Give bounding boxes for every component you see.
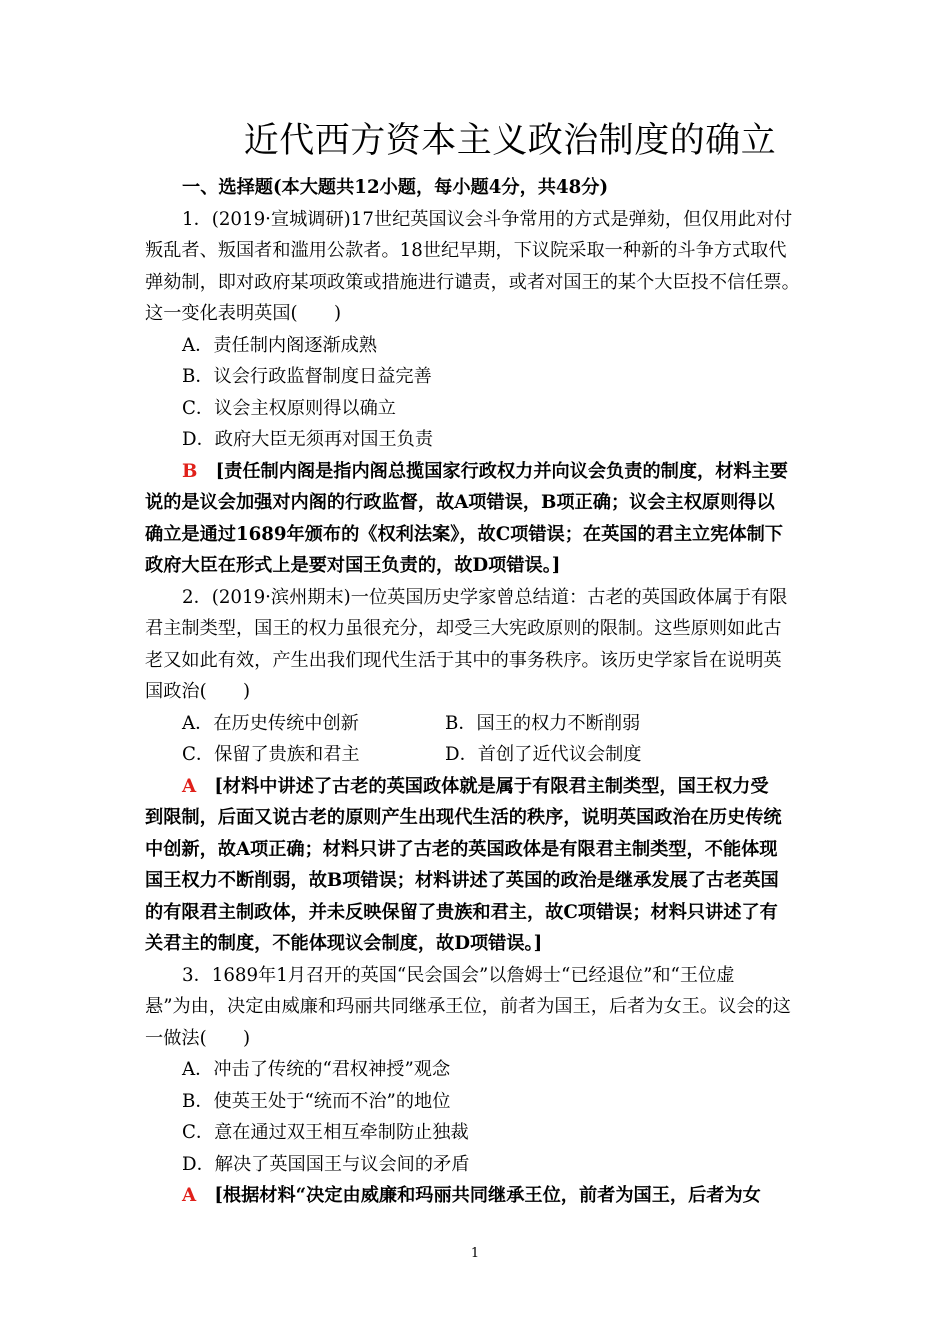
answer-key: B xyxy=(182,460,198,482)
question-text-line: 2．(2019·滨州期末)一位英国历史学家曾总结道：古老的英国政体属于有限 xyxy=(182,586,788,608)
option-a: A．在历史传统中创新 xyxy=(182,712,359,734)
explanation-line xyxy=(145,1180,820,1212)
option-d: D．解决了英国国王与议会间的矛盾 xyxy=(182,1153,470,1175)
question-text-line: 叛乱者、叛国者和滥用公款者。18世纪早期，下议院采取一种新的斗争方式取代 xyxy=(145,240,787,261)
question-text-line: 弹劾制，即对政府某项政策或措施进行谴责，或者对国王的某个大臣投不信任票。 xyxy=(145,271,800,293)
option-row xyxy=(145,708,820,740)
question-text-line: 悬”为由，决定由威廉和玛丽共同继承王位，前者为国王，后者为女王。议会的这 xyxy=(145,996,791,1017)
question-text-line: 老又如此有效，产生出我们现代生活于其中的事务秩序。该历史学家旨在说明英 xyxy=(145,649,782,671)
question-text-line: 君主制类型，国王的权力虽很充分，却受三大宪政原则的限制。这些原则如此古 xyxy=(145,618,782,639)
explanation-line: 中创新，故A项正确；材料只讲了古老的英国政体是有限君主制类型，不能体现 xyxy=(145,838,778,860)
option-a: A．冲击了传统的“君权神授”观念 xyxy=(182,1059,451,1080)
section-heading: 一、选择题(本大题共12小题，每小题4分，共48分) xyxy=(182,177,609,198)
explanation-text: [根据材料“决定由威廉和玛丽共同继承王位，前者为国王，后者为女 xyxy=(214,1185,761,1206)
option-d: D．政府大臣无须再对国王负责 xyxy=(182,429,434,450)
explanation-text: [材料中讲述了古老的英国政体就是属于有限君主制类型，国王权力受 xyxy=(214,775,769,797)
page-number: 1 xyxy=(470,1246,480,1261)
option-d: D．首创了近代议会制度 xyxy=(445,744,642,765)
explanation-line: 说的是议会加强对内阁的行政监督，故A项错误，B项正确；议会主权原则得以 xyxy=(145,492,775,513)
explanation-line: 到限制，后面又说古老的原则产生出现代生活的秩序，说明英国政治在历史传统 xyxy=(145,807,782,828)
option-b: B．国王的权力不断削弱 xyxy=(445,712,641,734)
question-text-line: 国政治( ) xyxy=(145,681,251,702)
explanation-line: 国王权力不断削弱，故B项错误；材料讲述了英国的政治是继承发展了古老英国 xyxy=(145,870,779,891)
document-body xyxy=(145,172,820,1212)
question-1 xyxy=(145,204,820,582)
answer-key: A xyxy=(182,1185,197,1206)
question-text-line: 一做法( ) xyxy=(145,1027,251,1049)
question-text-line: 这一变化表明英国( ) xyxy=(145,303,342,324)
explanation-line: 确立是通过1689年颁布的《权利法案》，故C项错误；在英国的君主立宪体制下 xyxy=(145,523,783,545)
option-row xyxy=(145,739,820,771)
question-3 xyxy=(145,960,820,1212)
explanation-line: 关君主的制度，不能体现议会制度，故D项错误。] xyxy=(145,933,543,954)
explanation-line: 的有限君主制政体，并未反映保留了贵族和君主，故C项错误；材料只讲述了有 xyxy=(145,901,778,923)
answer-key: A xyxy=(182,775,197,797)
option-b: B．使英王处于“统而不治”的地位 xyxy=(182,1090,451,1112)
explanation-line xyxy=(145,771,820,803)
explanation-line xyxy=(145,456,820,488)
explanation-line: 政府大臣在形式上是要对国王负责的，故D项错误。] xyxy=(145,555,561,576)
question-2 xyxy=(145,582,820,960)
option-c: C．议会主权原则得以确立 xyxy=(182,397,396,419)
option-b: B．议会行政监督制度日益完善 xyxy=(182,366,432,387)
explanation-text: [责任制内阁是指内阁总揽国家行政权力并向议会负责的制度，材料主要 xyxy=(215,460,788,482)
option-a: A．责任制内阁逐渐成熟 xyxy=(182,334,378,356)
question-text-line: 3．1689年1月召开的英国“民会国会”以詹姆士“已经退位”和“王位虚 xyxy=(182,964,735,986)
option-c: C．意在通过双王相互牵制防止独裁 xyxy=(182,1122,469,1143)
document-title: 近代西方资本主义政治制度的确立 xyxy=(243,121,777,161)
question-text-line: 1．(2019·宣城调研)17世纪英国议会斗争常用的方式是弹劾，但仅用此对付 xyxy=(182,208,793,230)
option-c: C．保留了贵族和君主 xyxy=(182,744,360,765)
